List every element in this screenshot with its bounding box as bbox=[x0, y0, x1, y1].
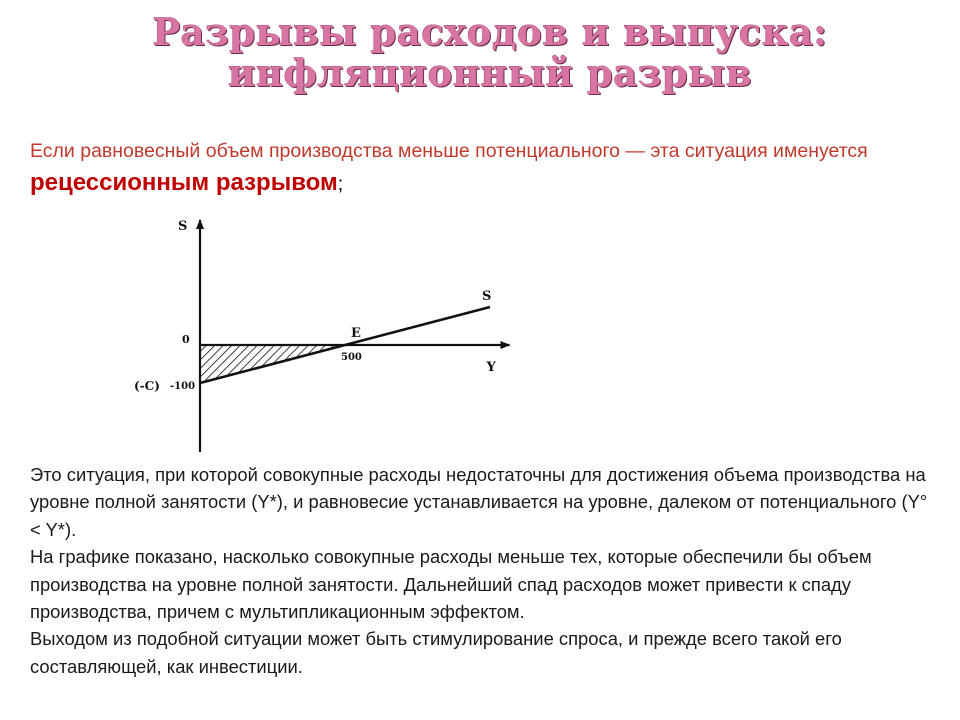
equilibrium-point-label: E bbox=[351, 326, 361, 341]
intro-text: Если равновесный объем производства меньше потенциального — эта ситуация именуется bbox=[30, 140, 868, 162]
intro-end: ; bbox=[337, 173, 344, 195]
paragraph-2: На графике показано, насколько совокупные расходы меньше тех, которые обеспечили бы объем производства на уровне полной занятости. Дальнейший спад расходов может привести к спаду производства, причем с мультипликационным эффектом. bbox=[30, 546, 872, 623]
x-axis-label: Y bbox=[486, 360, 496, 375]
paragraph-3: Выходом из подобной ситуации может быть стимулирование спроса, и прежде всего такой его составляющей, как инвестиции. bbox=[30, 628, 842, 677]
intercept-value-label: -100 bbox=[170, 381, 196, 392]
explanation-text bbox=[30, 461, 935, 680]
equilibrium-x-label: 500 bbox=[341, 352, 362, 363]
series-label-s: S bbox=[482, 289, 492, 304]
intro-term: рецессионным разрывом bbox=[30, 169, 338, 196]
slide-title bbox=[150, 12, 830, 102]
paragraph-1: Это ситуация, при которой совокупные расходы недостаточны для достижения объема производства на уровне полной занятости (Y*), и равновесие устанавливается на уровне, далеком от потенциального (Y° < Y*). bbox=[30, 464, 928, 540]
y-axis-label: S bbox=[178, 219, 188, 234]
savings-chart bbox=[110, 212, 570, 462]
intro-paragraph bbox=[30, 135, 910, 200]
intercept-label: (-C) bbox=[134, 379, 160, 393]
chart-svg bbox=[110, 212, 570, 462]
title-line-2: инфляционный разрыв bbox=[228, 51, 752, 95]
title-line-1: Разрывы расходов и выпуска: bbox=[152, 10, 828, 54]
origin-label: 0 bbox=[182, 333, 190, 346]
